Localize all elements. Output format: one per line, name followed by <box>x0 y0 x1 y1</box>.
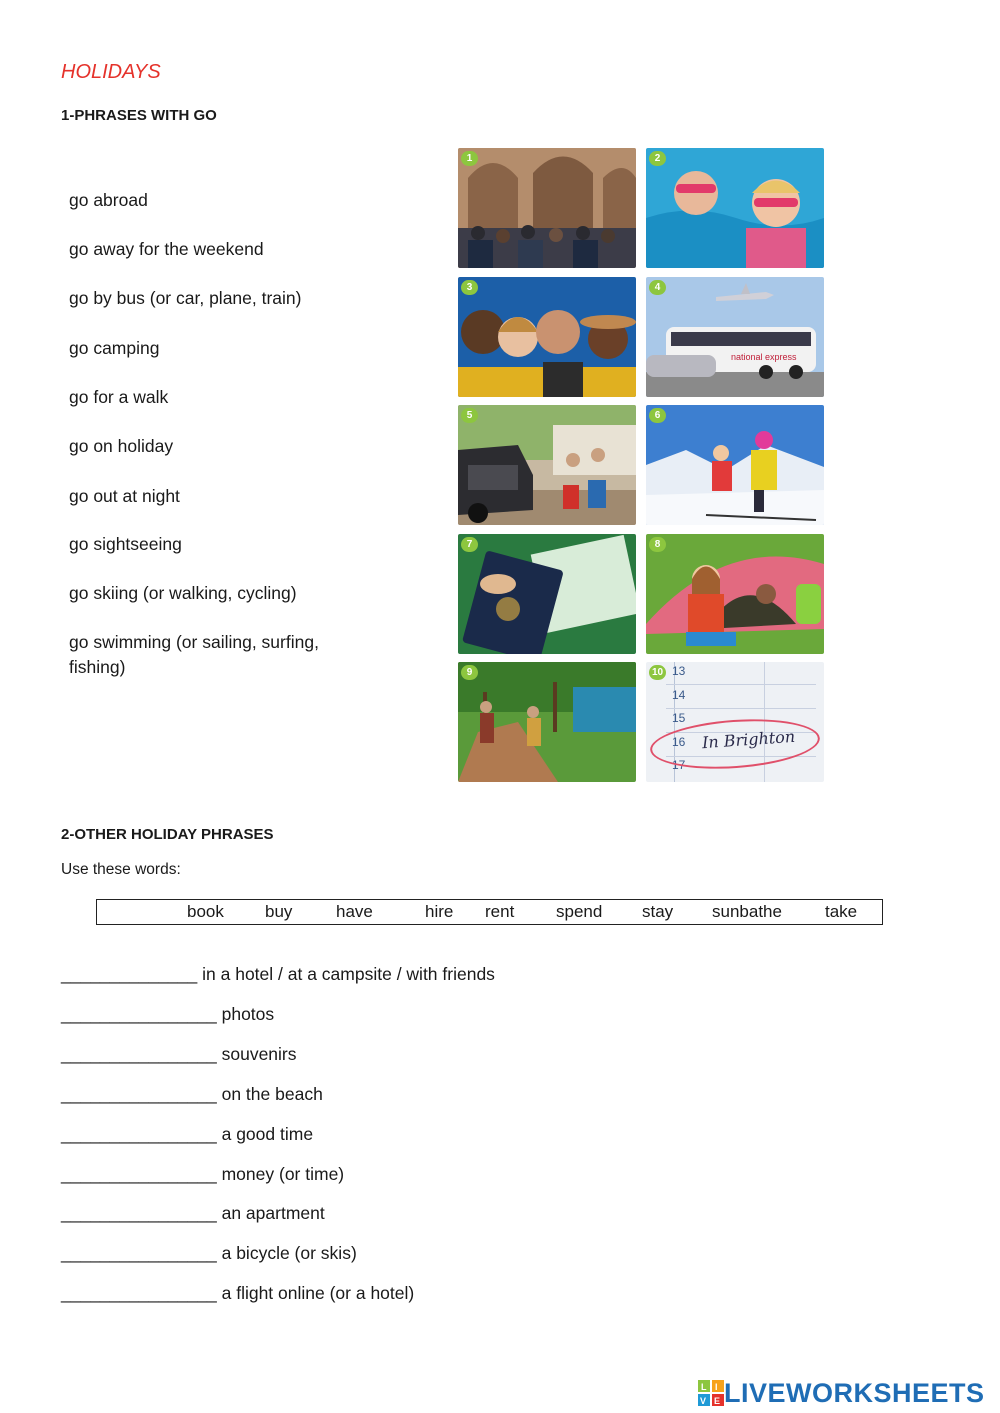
passport-ticket-image <box>458 534 636 654</box>
section2-heading: 2-OTHER HOLIDAY PHRASES <box>61 826 274 843</box>
answer-blank[interactable]: ________________ <box>61 1044 217 1064</box>
svg-text:I: I <box>715 1382 718 1392</box>
word-bank <box>96 899 883 925</box>
cathedral-crowd-photo <box>458 148 636 268</box>
friends-selfie-photo <box>458 277 636 397</box>
phrase-item: go out at night <box>69 486 180 506</box>
friends-selfie-image <box>458 277 636 397</box>
photo-number: 4 <box>649 280 666 295</box>
calendar-day: 16 <box>672 734 686 749</box>
word-bank-item: book <box>187 902 224 921</box>
swimming-girls-photo <box>646 148 824 268</box>
coach-plane-photo <box>646 277 824 397</box>
passport-ticket-photo <box>458 534 636 654</box>
photo-number: 6 <box>649 408 666 423</box>
car-packing-image <box>458 405 636 525</box>
photo-number: 3 <box>461 280 478 295</box>
phrase-text: an apartment <box>221 1203 325 1223</box>
exercise-line <box>61 1044 297 1065</box>
photo-number: 10 <box>649 665 666 680</box>
calendar-day: 17 <box>672 758 686 772</box>
phrase-item: go by bus (or car, plane, train) <box>69 288 302 308</box>
exercise-line <box>61 1283 414 1304</box>
svg-text:L: L <box>701 1382 707 1392</box>
forest-walk-image <box>458 662 636 782</box>
photo-number: 1 <box>461 151 478 166</box>
word-bank-item: stay <box>642 902 674 921</box>
word-bank-item: rent <box>485 902 515 921</box>
phrase-text: a flight online (or a hotel) <box>221 1283 415 1303</box>
phrase-item: go skiing (or walking, cycling) <box>69 583 297 603</box>
exercise-line <box>61 1164 344 1185</box>
phrase-item: go for a walk <box>69 387 169 407</box>
exercise-line <box>61 1004 274 1025</box>
coach-plane-image <box>646 277 824 397</box>
liveworksheets-logo[interactable] <box>698 1377 985 1409</box>
phrase-item: go camping <box>69 338 160 358</box>
skiing-photo <box>646 405 824 525</box>
cathedral-crowd-image <box>458 148 636 268</box>
phrase-text: on the beach <box>221 1084 323 1104</box>
word-bank-item: take <box>825 902 858 921</box>
exercise-line <box>61 964 495 985</box>
section1-heading: 1-PHRASES WITH GO <box>61 107 217 124</box>
calendar-note: In Brighton <box>701 726 796 753</box>
svg-text:V: V <box>700 1396 707 1406</box>
word-bank-item: sunbathe <box>712 902 782 921</box>
word-bank-item: hire <box>425 902 454 921</box>
answer-blank[interactable]: ______________ <box>61 964 198 984</box>
logo-text: LIVEWORKSHEETS <box>724 1377 985 1408</box>
car-packing-photo <box>458 405 636 525</box>
exercise-line <box>61 1203 325 1224</box>
exercise-line <box>61 1084 323 1105</box>
phrase-text: souvenirs <box>221 1044 297 1064</box>
swimming-girls-image <box>646 148 824 268</box>
calendar-photo <box>646 662 824 782</box>
phrase-item: go away for the weekend <box>69 239 264 259</box>
calendar-day: 15 <box>672 711 686 725</box>
phrase-text: money (or time) <box>221 1164 345 1184</box>
answer-blank[interactable]: ________________ <box>61 1203 217 1223</box>
calendar-day: 13 <box>672 664 686 678</box>
exercise-line <box>61 1243 357 1264</box>
answer-blank[interactable]: ________________ <box>61 1084 217 1104</box>
skiing-image <box>646 405 824 525</box>
word-bank-item: have <box>336 902 373 921</box>
forest-walk-photo <box>458 662 636 782</box>
phrase-item: go sightseeing <box>69 534 182 554</box>
photo-number: 9 <box>461 665 478 680</box>
phrase-item: go swimming (or sailing, surfing, fishing) <box>69 632 319 677</box>
photo-number: 2 <box>649 151 666 166</box>
liveworksheets-logo-icon <box>698 1380 724 1406</box>
phrase-text: in a hotel / at a campsite / with friends <box>202 964 495 984</box>
answer-blank[interactable]: ________________ <box>61 1283 217 1303</box>
calendar-day: 14 <box>672 687 686 702</box>
photo-number: 7 <box>461 537 478 552</box>
answer-blank[interactable]: ________________ <box>61 1004 217 1024</box>
tent-camping-image <box>646 534 824 654</box>
phrase-text: a bicycle (or skis) <box>221 1243 357 1263</box>
instruction-text: Use these words: <box>61 861 181 878</box>
answer-blank[interactable]: ________________ <box>61 1124 217 1144</box>
answer-blank[interactable]: ________________ <box>61 1164 217 1184</box>
phrase-text: photos <box>221 1004 275 1024</box>
photo-number: 8 <box>649 537 666 552</box>
phrase-text: a good time <box>221 1124 314 1144</box>
coach-brand-text: national express <box>731 352 797 362</box>
page-title: HOLIDAYS <box>61 61 161 83</box>
photo-number: 5 <box>461 408 478 423</box>
svg-text:E: E <box>714 1396 721 1406</box>
word-bank-item: spend <box>556 902 603 921</box>
word-bank-item: buy <box>265 902 293 921</box>
phrase-item: go abroad <box>69 190 148 210</box>
exercise-line <box>61 1124 313 1145</box>
phrase-item: go on holiday <box>69 436 174 456</box>
tent-camping-photo <box>646 534 824 654</box>
answer-blank[interactable]: ________________ <box>61 1243 217 1263</box>
